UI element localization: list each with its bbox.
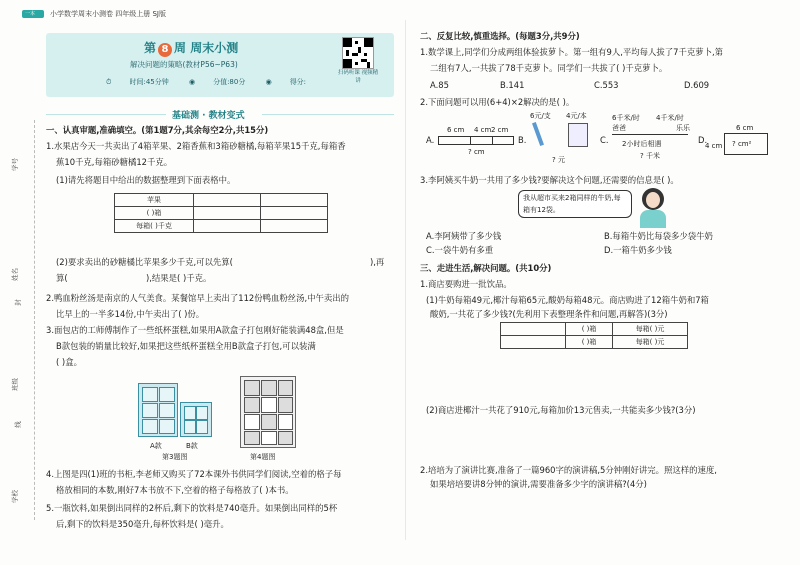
table-cell[interactable] [501,336,566,349]
fig3-caption: 第3题图 [162,453,188,461]
table-cell[interactable] [261,220,328,233]
table-cell[interactable] [261,194,328,207]
table-cell[interactable] [501,323,566,336]
pen-icon [532,122,544,146]
woman-face [646,192,660,208]
time-limit: 时间:45分钟 [129,78,169,86]
score-icon: ◉ [188,78,196,86]
exam-meta [106,77,324,87]
table-cell[interactable]: 每箱( )千克 [115,220,194,233]
r2-label-a[interactable]: A. [426,135,435,145]
brand-badge: 一本 [22,10,44,18]
p1-table [500,322,688,349]
r3-option-d[interactable]: D.一箱牛奶多少钱 [604,245,672,255]
r1-option-b[interactable]: B.141 [500,80,525,90]
table-cell[interactable]: ( )箱 [566,323,613,336]
page-gutter [405,20,406,540]
q1-sub2-line1-end: ),再 [370,257,385,267]
box-b-label: B款 [186,442,198,450]
q1-sub2-line2: 算( [56,273,68,283]
r2-d-height: 4 cm [705,142,723,150]
q5-line1: 5.一瓶饮料,如果倒出同样的2杯后,剩下的饮料是740毫升。如果倒出同样的5杯 [46,503,338,513]
speech-text: 我从超市买来2箱同样的牛奶,每箱有12袋。 [523,194,621,214]
week-number: 8 [158,43,172,57]
p1-sub1-line1: (1)牛奶每箱49元,椰汁每箱65元,酸奶每箱48元。商店购进了12箱牛奶和7箱 [426,295,709,305]
top-bar [12,8,404,22]
r2-c-route-line [612,134,688,135]
r2-c-dad: 爸爸 [612,124,626,132]
r2-d-width: 6 cm [736,124,754,132]
line-label: 线 [13,421,22,428]
r1-line1: 1.数学课上,同学们分成两组体验拔萝卜。第一组有9人,平均每人拔了7千克萝卜,第 [420,47,724,57]
table-cell[interactable]: 每箱( )元 [613,323,688,336]
r1-option-a[interactable]: A.85 [430,80,449,90]
name-label: 姓名 [11,268,19,281]
total-score: 分值:80分 [213,78,246,86]
p1-sub1-line2: 酸奶,一共花了多少钱?(先利用下表整理条件和问题,再解答)(3分) [430,309,668,319]
school-label: 学校 [11,490,19,503]
r2-d-area: ? cm² [732,140,752,148]
table-cell[interactable] [194,207,261,220]
score-got-icon: ◉ [265,78,272,86]
q3-line2: B款包装的销量比较好,如果把这些纸杯蛋糕全用B款盒子打包,可以装满 [56,341,316,351]
p2-line1: 2.培培为了演讲比赛,准备了一篇960字的演讲稿,5分钟刚好讲完。照这样的速度, [420,465,717,475]
q1-line2: 蕉10千克,每箱砂糖橘12千克。 [56,157,173,167]
binding-strip [6,120,36,530]
r2-c-kid: 乐乐 [676,124,690,132]
week-header [46,33,394,97]
week-title: 第 8 周 周末小测 [144,41,239,55]
r3-line1: 3.李阿姨买牛奶一共用了多少钱?要解决这个问题,还需要的信息是( )。 [420,175,679,185]
section-tag: 基础测 · 教材变式 [172,111,245,121]
q2-line1: 2.鸭血粉丝汤是南京的人气美食。某餐馆早上卖出了112份鸭血粉丝汤,中午卖出的 [46,293,350,303]
class-label: 班级 [11,378,19,391]
table-cell[interactable]: ( )箱 [566,336,613,349]
r2-a-tick [470,136,471,145]
box-a-image [138,383,178,437]
r2-c-kid-speed: 4千米/时 [656,114,684,122]
r2-b-book-price: 4元/本 [566,112,587,120]
q1-data-table [114,193,328,233]
q1-sub2-line2-end: ),结果是( )千克。 [146,273,212,283]
r3-option-c[interactable]: C.一袋牛奶有多重 [426,245,494,255]
part3-title: 三、走进生活,解决问题。(共10分) [420,263,552,273]
q1-sub2-line1: (2)要求卖出的砂糖橘比苹果多少千克,可以先算( [56,257,233,267]
table-cell[interactable] [194,220,261,233]
r2-a-2cm: 2 cm [491,126,509,134]
r2-c-question: ? 千米 [640,152,660,160]
cut-line [34,120,36,520]
r2-label-b[interactable]: B. [518,135,527,145]
clock-icon: ⏱ [106,78,112,86]
r3-option-a[interactable]: A.李阿姨带了多少钱 [426,231,502,241]
qr-code-icon[interactable] [342,37,374,69]
p1-sub2: (2)商店进椰汁一共花了910元,每箱加价13元售卖,一共能卖多少钱?(3分) [426,405,696,415]
woman-body [640,210,666,228]
table-cell[interactable] [194,194,261,207]
q4-line1: 4.上图是四(1)班的书柜,李老师又购买了72本课外书供同学们阅读,空着的格子每 [46,469,342,479]
notebook-icon [568,123,588,147]
q3-line1: 3.面包店的工师傅制作了一些纸杯蛋糕,如果用A款盒子打包刚好能装满48盒,但是 [46,325,344,335]
r3-option-b[interactable]: B.每箱牛奶比每袋多少袋牛奶 [604,231,713,241]
q3-line3: ( )盒。 [56,357,82,367]
table-cell: 苹果 [115,194,194,207]
fig4-caption: 第4题图 [250,453,276,461]
score-got: 得分: [289,78,307,86]
r2-a-6cm: 6 cm [447,126,465,134]
q2-line2: 比早上的一半多14份,中午卖出了( )份。 [56,309,205,319]
divider [262,114,394,115]
table-cell[interactable]: ( )箱 [115,207,194,220]
r2-c-dad-speed: 6千米/时 [612,114,640,122]
student-id-label: 学号 [11,158,19,171]
r2-b-question: ? 元 [552,156,565,164]
q5-line2: 后,剩下的饮料是350毫升,每杯饮料是( )毫升。 [56,519,229,529]
q4-line2: 格放相同的本数,刚好7本书放不下,空着的格子每格放了( )本书。 [56,485,294,495]
divider [46,114,166,115]
table-cell[interactable]: 每箱( )元 [613,336,688,349]
r2-c-meet: 2小时后相遇 [622,140,662,148]
r2-a-4cm: 4 cm [474,126,492,134]
p1-title: 1.商店要购进一批饮品。 [420,279,512,289]
p2-line2: 如果培培要讲8分钟的演讲,需要准备多少字的演讲稿?(4分) [430,479,647,489]
topic-subtitle: 解决问题的策略(教材P56~P63) [130,60,238,69]
box-b-image [180,402,212,437]
r2-line1: 2.下面问题可以用(6+4)×2解决的是( )。 [420,97,575,107]
r2-b-pen-price: 6元/支 [530,112,551,120]
q1-sub1: (1)请先将题目中给出的数据整理到下面表格中。 [56,175,236,185]
bookshelf-image [240,376,296,448]
r2-label-c[interactable]: C. [600,135,609,145]
seal-label: 封 [13,299,22,306]
series-title: 小学数学周末小测卷 四年级上册 SJ版 [50,10,166,18]
table-cell[interactable] [261,207,328,220]
r2-a-tick [492,136,493,145]
r1-line2: 二组有7人,一共拔了78千克萝卜。同学们一共拔了( )千克萝卜。 [430,63,668,73]
speech-bubble [518,190,632,218]
qr-caption: 扫码听课 视频精讲 [337,70,379,84]
box-a-label: A款 [150,442,162,450]
r2-label-d[interactable]: D. [698,135,708,145]
r1-option-c[interactable]: C.553 [594,80,619,90]
r2-a-segment-bar [438,136,514,145]
part1-title: 一、认真审题,准确填空。(第1题7分,其余每空2分,共15分) [46,125,269,135]
r1-option-d[interactable]: D.609 [684,80,710,90]
q1-line1: 1.水果店今天一共卖出了4箱苹果、2箱香蕉和3箱砂糖橘,每箱苹果15千克,每箱香 [46,141,346,151]
r2-a-question: ? cm [468,148,485,156]
part2-title: 二、反复比较,慎重选择。(每题3分,共9分) [420,31,580,41]
